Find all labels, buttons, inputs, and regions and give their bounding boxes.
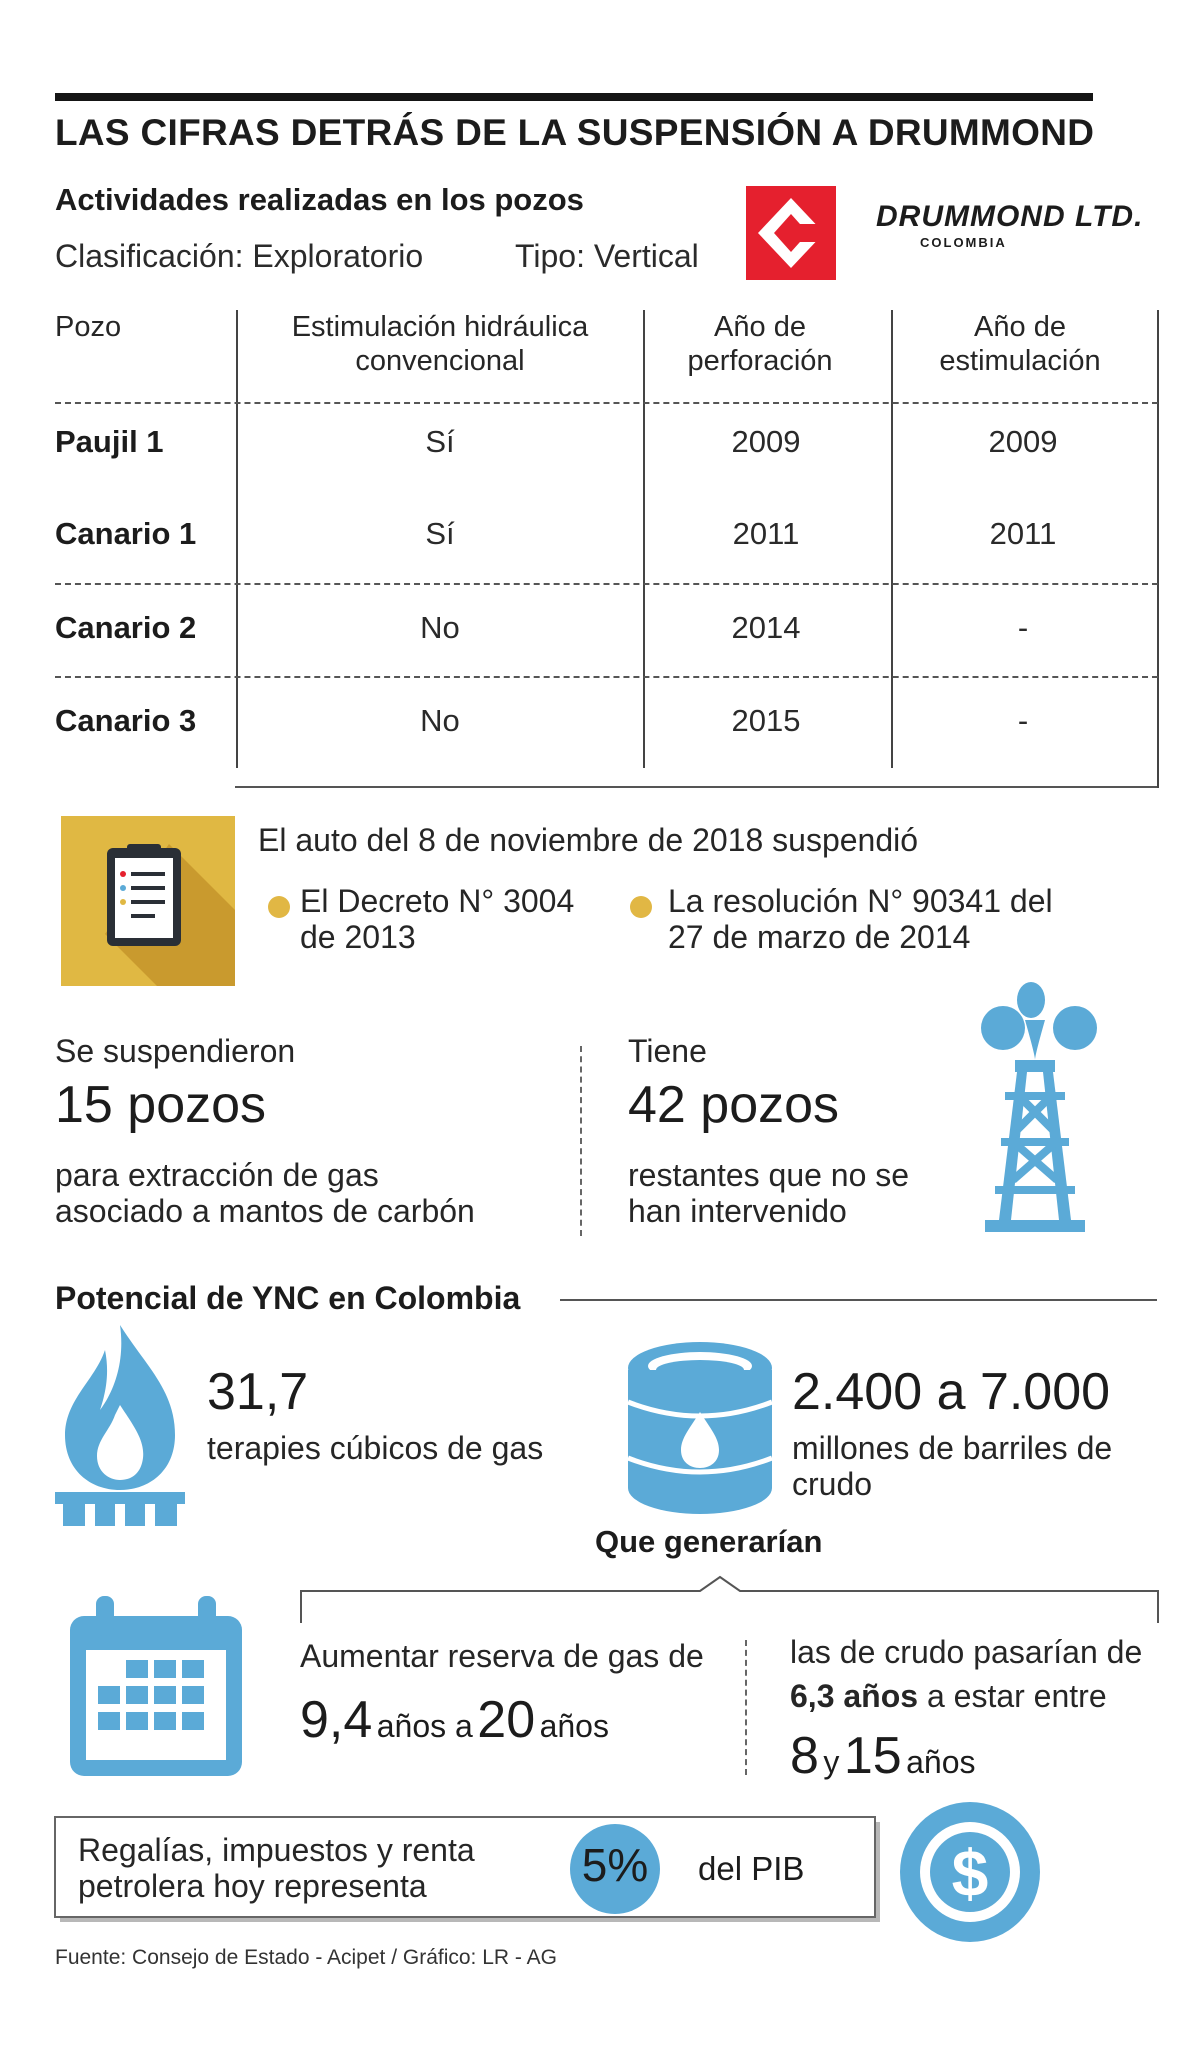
section-divider (745, 1640, 747, 1775)
remaining-desc: restantes que no se han intervenido (628, 1157, 910, 1229)
table-header-pozo: Pozo (55, 311, 122, 343)
table-cell: 2009 (988, 424, 1058, 459)
gas-reserve-values (300, 1690, 609, 1750)
oil-barrel-icon (625, 1340, 775, 1515)
oil-reserve-high: 15 (843, 1727, 902, 1785)
table-header-estimulacion-year: Año de estimulación (939, 311, 1101, 377)
oil-value: 2.400 a 7.000 (792, 1363, 1111, 1421)
oil-desc: millones de barriles de crudo (792, 1430, 1113, 1502)
oil-reserve-values (790, 1726, 976, 1786)
table-divider (236, 310, 238, 768)
auto-item-decree: El Decreto N° 3004 de 2013 (300, 883, 575, 955)
top-rule (55, 93, 1093, 101)
table-cell: 2011 (732, 516, 800, 551)
dollar-coin-icon (898, 1800, 1042, 1944)
table-divider (643, 310, 645, 768)
gas-reserve-to: 20 (477, 1691, 536, 1749)
generate-bracket (300, 1575, 1160, 1625)
table-row-divider (55, 583, 1158, 585)
oil-rig-icon (965, 980, 1105, 1240)
generate-heading: Que generarían (595, 1524, 823, 1559)
royalties-percent: 5% (581, 1839, 649, 1891)
auto-heading: El auto del 8 de noviembre de 2018 suspendió (258, 822, 919, 858)
oil-reserve-from: 6,3 años (790, 1678, 919, 1714)
oil-reserve-y: y (823, 1744, 840, 1780)
gas-reserve-from: 9,4 (300, 1691, 373, 1749)
suspended-intro: Se suspendieron (55, 1033, 296, 1069)
section-subtitle: Actividades realizadas en los pozos (55, 182, 584, 217)
royalties-box (54, 1816, 876, 1918)
table-cell-well: Canario 1 (55, 516, 197, 551)
source-note: Fuente: Consejo de Estado - Acipet / Gráfico: LR - AG (55, 1946, 557, 1969)
table-cell: 2011 (989, 516, 1057, 551)
table-divider (891, 310, 893, 768)
clipboard-icon (61, 816, 235, 986)
oil-reserve-low: 8 (790, 1727, 819, 1785)
table-row-divider (55, 402, 1158, 404)
suspended-number: 15 pozos (55, 1076, 267, 1134)
drummond-logo-icon (746, 186, 836, 280)
logo-name: DRUMMOND LTD. (876, 200, 1144, 233)
oil-reserve-unit: años (906, 1744, 976, 1780)
suspended-desc: para extracción de gas asociado a mantos de carbón (55, 1157, 475, 1229)
table-cell-well: Canario 2 (55, 610, 197, 645)
gas-flame-icon (55, 1320, 185, 1530)
table-row-divider (55, 676, 1158, 678)
remaining-intro: Tiene (628, 1033, 707, 1069)
royalties-text: Regalías, impuestos y renta petrolera hoy representa (78, 1832, 475, 1904)
table-header-perforacion: Año de perforación (687, 311, 833, 377)
oil-reserve-line2 (790, 1678, 1107, 1714)
auto-item-resolution: La resolución N° 90341 del 27 de marzo de 2014 (668, 883, 1053, 955)
classification-label: Clasificación: Exploratorio (55, 238, 424, 274)
table-cell: - (1017, 610, 1029, 645)
potential-heading: Potencial de YNC en Colombia (55, 1280, 521, 1316)
table-cell-well: Paujil 1 (55, 424, 164, 459)
table-bottom-rule (235, 786, 1157, 788)
section-divider (580, 1046, 582, 1236)
svg-text:$: $ (951, 1836, 989, 1910)
table-cell: Sí (425, 516, 455, 551)
table-cell: No (420, 610, 460, 645)
bullet-icon (268, 896, 290, 918)
remaining-number: 42 pozos (628, 1076, 840, 1134)
table-cell: 2015 (731, 703, 801, 738)
gas-reserve-unit: años (539, 1708, 609, 1744)
gas-reserve-intro: Aumentar reserva de gas de (300, 1638, 704, 1674)
oil-reserve-mid: a estar entre (926, 1678, 1107, 1714)
table-cell: 2014 (731, 610, 801, 645)
table-divider (1157, 310, 1159, 788)
gas-desc: terapies cúbicos de gas (207, 1430, 544, 1466)
gas-value: 31,7 (207, 1363, 309, 1421)
table-cell: Sí (425, 424, 455, 459)
calendar-icon (66, 1592, 246, 1780)
bullet-icon (630, 896, 652, 918)
royalties-suffix: del PIB (698, 1850, 805, 1887)
potential-rule (560, 1299, 1157, 1301)
logo-sub: COLOMBIA (920, 235, 1007, 250)
type-label: Tipo: Vertical (515, 238, 699, 274)
table-header-estimulacion: Estimulación hidráulica convencional (291, 311, 589, 377)
table-cell: 2009 (731, 424, 801, 459)
table-cell-well: Canario 3 (55, 703, 197, 738)
table-cell: - (1017, 703, 1029, 738)
oil-reserve-intro: las de crudo pasarían de (790, 1634, 1143, 1670)
table-cell: No (420, 703, 460, 738)
gas-reserve-mid: años a (376, 1708, 473, 1744)
page-title: LAS CIFRAS DETRÁS DE LA SUSPENSIÓN A DRUMMOND (55, 112, 1095, 153)
